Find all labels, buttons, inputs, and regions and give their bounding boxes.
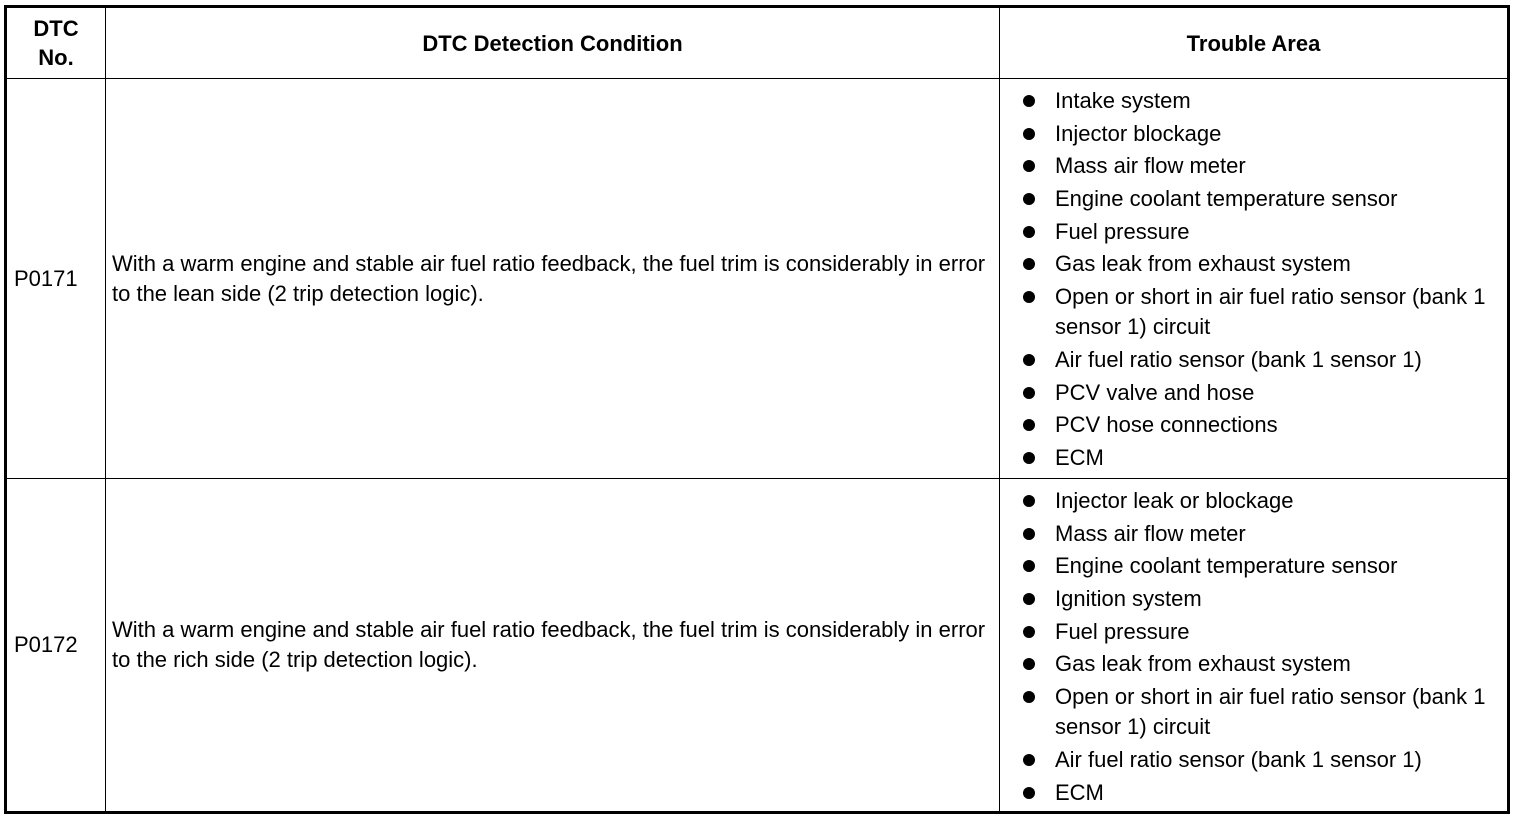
trouble-area-item [1000,617,1507,647]
trouble-area-label: Engine coolant temperature sensor [1055,186,1398,212]
trouble-area-label: Ignition system [1055,586,1202,612]
trouble-area-label: Open or short in air fuel ratio sensor (bank 1 sensor 1) circuit [1055,684,1486,740]
trouble-area-label: PCV valve and hose [1055,379,1255,405]
trouble-area-item [1000,519,1507,549]
trouble-area-item [1000,778,1507,808]
bullet-icon [1023,452,1035,464]
bullet-icon [1023,626,1035,638]
trouble-area-item [1000,584,1507,614]
dtc-code: P0171 [6,79,106,479]
trouble-area-label: Open or short in air fuel ratio sensor (bank 1 sensor 1) circuit [1055,284,1486,340]
trouble-area-item [1000,345,1507,375]
trouble-area-item [1000,184,1507,214]
detection-condition: With a warm engine and stable air fuel ratio feedback, the fuel trim is considerably in error to the lean side (2 trip detection logic). [106,79,1000,479]
trouble-area-label: Fuel pressure [1055,218,1190,244]
trouble-area-label: Air fuel ratio sensor (bank 1 sensor 1) [1055,746,1422,772]
bullet-icon [1023,95,1035,107]
table-row [6,79,1509,479]
bullet-icon [1023,226,1035,238]
bullet-icon [1023,787,1035,799]
bullet-icon [1023,354,1035,366]
trouble-area-item [1000,410,1507,440]
bullet-icon [1023,258,1035,270]
trouble-area-item [1000,745,1507,775]
bullet-icon [1023,691,1035,703]
trouble-area-item [1000,86,1507,116]
trouble-area-label: ECM [1055,444,1104,470]
trouble-area-label: Air fuel ratio sensor (bank 1 sensor 1) [1055,346,1422,372]
header-dtc-no: DTC No. [6,7,106,79]
header-detection-condition: DTC Detection Condition [106,7,1000,79]
trouble-area-label: Engine coolant temperature sensor [1055,553,1398,579]
trouble-area-cell [1000,79,1509,479]
trouble-area-label: Injector leak or blockage [1055,488,1294,513]
bullet-icon [1023,560,1035,572]
trouble-area-item [1000,443,1507,473]
trouble-area-label: Fuel pressure [1055,618,1190,644]
trouble-area-item [1000,249,1507,279]
bullet-icon [1023,658,1035,670]
trouble-area-item [1000,282,1507,342]
header-row [6,7,1509,79]
bullet-icon [1023,291,1035,303]
trouble-area-item [1000,151,1507,181]
bullet-icon [1023,128,1035,140]
trouble-area-list [1000,79,1507,473]
bullet-icon [1023,387,1035,399]
header-trouble-area: Trouble Area [1000,7,1509,79]
trouble-area-list [1000,479,1507,808]
bullet-icon [1023,754,1035,766]
bullet-icon [1023,160,1035,172]
bullet-icon [1023,495,1035,507]
trouble-area-item [1000,119,1507,149]
trouble-area-label: Gas leak from exhaust system [1055,651,1351,677]
trouble-area-item [1000,682,1507,742]
dtc-table [4,5,1510,814]
trouble-area-cell [1000,479,1509,813]
table-row [6,479,1509,813]
trouble-area-label: Mass air flow meter [1055,520,1246,546]
trouble-area-label: ECM [1055,779,1104,805]
bullet-icon [1023,193,1035,205]
bullet-icon [1023,419,1035,431]
detection-condition: With a warm engine and stable air fuel ratio feedback, the fuel trim is considerably in error to the rich side (2 trip detection logic). [106,479,1000,813]
trouble-area-item [1000,486,1507,516]
trouble-area-item [1000,551,1507,581]
trouble-area-label: Mass air flow meter [1055,153,1246,179]
trouble-area-item [1000,217,1507,247]
trouble-area-label: Injector blockage [1055,120,1222,146]
dtc-code: P0172 [6,479,106,813]
bullet-icon [1023,528,1035,540]
trouble-area-item [1000,378,1507,408]
trouble-area-label: Intake system [1055,88,1191,113]
trouble-area-label: PCV hose connections [1055,412,1278,438]
trouble-area-label: Gas leak from exhaust system [1055,251,1351,277]
trouble-area-item [1000,649,1507,679]
bullet-icon [1023,593,1035,605]
